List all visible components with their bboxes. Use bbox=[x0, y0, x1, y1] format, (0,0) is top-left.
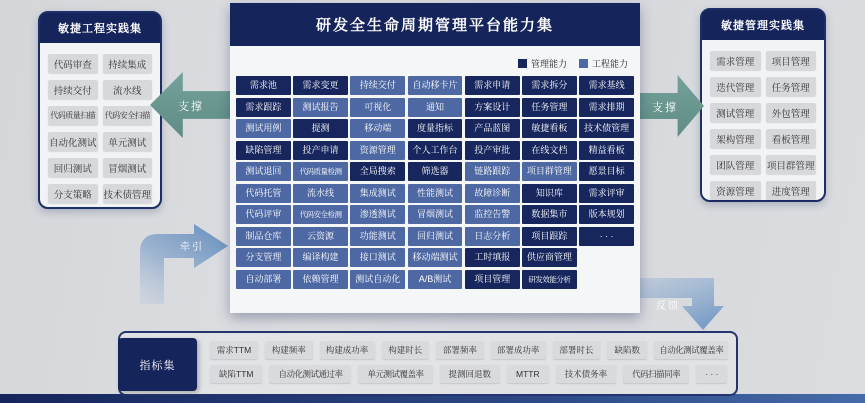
capability-cell: 投产申请 bbox=[293, 141, 348, 160]
capability-cell: 资源管理 bbox=[350, 141, 405, 160]
capability-row bbox=[236, 227, 634, 246]
metrics-row-1 bbox=[210, 341, 728, 359]
capability-cell: 通知 bbox=[408, 98, 463, 117]
practice-chip: 外包管理 bbox=[766, 103, 817, 122]
metric-chip: 提测回退数 bbox=[440, 365, 501, 383]
left-panel-items bbox=[40, 43, 160, 214]
capability-cell: 冒烟测试 bbox=[408, 205, 463, 224]
capability-grid bbox=[236, 76, 634, 289]
legend bbox=[518, 57, 628, 70]
practice-chip: 自动化测试 bbox=[48, 132, 98, 151]
capability-cell: 制品仓库 bbox=[236, 227, 291, 246]
capability-cell: 接口测试 bbox=[350, 248, 405, 267]
capability-cell: 提测 bbox=[293, 119, 348, 138]
practice-chip: 流水线 bbox=[103, 80, 153, 99]
capability-cell: 移动端 bbox=[350, 119, 405, 138]
support-arrow-left-label: 支撑 bbox=[178, 101, 204, 113]
capability-cell: 产品蓝图 bbox=[465, 119, 520, 138]
metric-chip: 缺陷TTM bbox=[210, 365, 262, 383]
capability-cell: 投产审批 bbox=[465, 141, 520, 160]
metric-chip: 构建频率 bbox=[265, 341, 313, 359]
capability-cell: 集成测试 bbox=[350, 184, 405, 203]
legend-label: 工程能力 bbox=[591, 59, 628, 69]
capability-cell: 项目群管理 bbox=[522, 162, 577, 181]
capability-row bbox=[236, 76, 634, 95]
practice-chip: 架构管理 bbox=[710, 129, 761, 148]
capability-cell: 需求跟踪 bbox=[236, 98, 291, 117]
capability-cell: 技术债管理 bbox=[579, 119, 634, 138]
capability-row bbox=[236, 248, 634, 267]
capability-row bbox=[236, 270, 634, 289]
capability-cell: 需求池 bbox=[236, 76, 291, 95]
practice-chip: 团队管理 bbox=[710, 155, 761, 174]
pull-arrow-label: 牵引 bbox=[180, 242, 204, 253]
capability-cell: 研发效能分析 bbox=[522, 270, 577, 289]
capability-cell: 渗透测试 bbox=[350, 205, 405, 224]
agile-engineering-practices-panel bbox=[38, 11, 162, 209]
legend-label: 管理能力 bbox=[530, 59, 567, 69]
capability-row bbox=[236, 184, 634, 203]
metric-chip: 代码扫描同率 bbox=[623, 365, 689, 383]
practice-chip: 代码质量扫描 bbox=[48, 106, 98, 125]
capability-cell: 在线文档 bbox=[522, 141, 577, 160]
capability-cell: 缺陷管理 bbox=[236, 141, 291, 160]
capability-cell: 代码安全检测 bbox=[293, 205, 348, 224]
capability-cell: 代码托管 bbox=[236, 184, 291, 203]
capability-cell: 依赖管理 bbox=[293, 270, 348, 289]
capability-cell: 度量指标 bbox=[408, 119, 463, 138]
capability-cell: · · · bbox=[579, 227, 634, 246]
practice-chip: 测试管理 bbox=[710, 103, 761, 122]
capability-row bbox=[236, 98, 634, 117]
practice-chip: 回归测试 bbox=[48, 158, 98, 177]
practice-chip: 分支策略 bbox=[48, 184, 98, 203]
capability-cell: 代码质量检测 bbox=[293, 162, 348, 181]
practice-chip: 项目群管理 bbox=[766, 155, 817, 174]
legend-swatch-icon bbox=[579, 59, 588, 68]
capability-cell: 需求排期 bbox=[579, 98, 634, 117]
platform-title: 研发全生命周期管理平台能力集 bbox=[230, 3, 640, 46]
platform-capability-panel bbox=[230, 3, 640, 313]
legend-swatch-icon bbox=[518, 59, 527, 68]
capability-cell: 全局搜索 bbox=[350, 162, 405, 181]
agile-management-practices-panel bbox=[700, 8, 826, 202]
legend-item bbox=[579, 57, 628, 70]
practice-chip: 看板管理 bbox=[766, 129, 817, 148]
capability-cell: 方案设计 bbox=[465, 98, 520, 117]
practice-chip: 资源管理 bbox=[710, 181, 761, 200]
feedback-arrow-label: 反馈 bbox=[656, 301, 680, 312]
capability-cell: 愿景目标 bbox=[579, 162, 634, 181]
metric-chip: 技术债务率 bbox=[556, 365, 617, 383]
capability-cell: 测试用例 bbox=[236, 119, 291, 138]
capability-cell: 流水线 bbox=[293, 184, 348, 203]
capability-cell: 测试报告 bbox=[293, 98, 348, 117]
capability-cell: 筛选器 bbox=[408, 162, 463, 181]
capability-row bbox=[236, 119, 634, 138]
capability-cell: 云资源 bbox=[293, 227, 348, 246]
practice-chip: 进度管理 bbox=[766, 181, 817, 200]
metrics-panel bbox=[118, 331, 738, 396]
capability-cell: 精益看板 bbox=[579, 141, 634, 160]
capability-row bbox=[236, 141, 634, 160]
capability-cell: 测试自动化 bbox=[350, 270, 405, 289]
capability-cell: 任务管理 bbox=[522, 98, 577, 117]
capability-cell: 性能测试 bbox=[408, 184, 463, 203]
capability-row bbox=[236, 162, 634, 181]
capability-cell: 敏捷看板 bbox=[522, 119, 577, 138]
capability-cell: 监控告警 bbox=[465, 205, 520, 224]
metric-chip: 自动化测试覆盖率 bbox=[654, 341, 728, 359]
capability-cell: 个人工作台 bbox=[408, 141, 463, 160]
metric-chip: · · · bbox=[696, 365, 727, 383]
capability-cell: 链路跟踪 bbox=[465, 162, 520, 181]
capability-cell: 自动移卡片 bbox=[408, 76, 463, 95]
capability-cell: 项目管理 bbox=[465, 270, 520, 289]
capability-cell: 需求基线 bbox=[579, 76, 634, 95]
practice-chip: 迭代管理 bbox=[710, 77, 761, 96]
metric-chip: 自动化测试通过率 bbox=[269, 365, 351, 383]
capability-cell: 编译构建 bbox=[293, 248, 348, 267]
metric-chip: 部署时长 bbox=[553, 341, 601, 359]
capability-cell: A/B测试 bbox=[408, 270, 463, 289]
capability-cell: 代码评审 bbox=[236, 205, 291, 224]
capability-cell: 可视化 bbox=[350, 98, 405, 117]
capability-cell: 日志分析 bbox=[465, 227, 520, 246]
legend-item bbox=[518, 57, 567, 70]
metrics-row-2 bbox=[210, 365, 728, 383]
capability-cell: 移动端测试 bbox=[408, 248, 463, 267]
metric-chip: 构建成功率 bbox=[320, 341, 375, 359]
capability-row bbox=[236, 205, 634, 224]
right-panel-items bbox=[702, 40, 824, 211]
capability-cell: 需求评审 bbox=[579, 184, 634, 203]
capability-cell: 需求申请 bbox=[465, 76, 520, 95]
capability-cell: 故障诊断 bbox=[465, 184, 520, 203]
metric-chip: 缺陷数 bbox=[607, 341, 647, 359]
capability-cell: 分支管理 bbox=[236, 248, 291, 267]
capability-cell: 回归测试 bbox=[408, 227, 463, 246]
practice-chip: 项目管理 bbox=[766, 51, 817, 70]
capability-cell: 工时填报 bbox=[465, 248, 520, 267]
support-arrow-right-label: 支撑 bbox=[652, 102, 678, 114]
capability-cell: 知识库 bbox=[522, 184, 577, 203]
practice-chip: 任务管理 bbox=[766, 77, 817, 96]
practice-chip: 冒烟测试 bbox=[103, 158, 153, 177]
capability-cell: 持续交付 bbox=[350, 76, 405, 95]
metric-chip: 需求TTM bbox=[210, 341, 258, 359]
metric-chip: 构建时长 bbox=[382, 341, 430, 359]
feedback-arrow-icon bbox=[636, 272, 726, 332]
capability-cell: 项目跟踪 bbox=[522, 227, 577, 246]
capability-cell: 功能测试 bbox=[350, 227, 405, 246]
metric-chip: MTTR bbox=[507, 365, 549, 383]
metric-chip: 部署频率 bbox=[436, 341, 484, 359]
practice-chip: 代码审查 bbox=[48, 54, 98, 73]
capability-cell: 数据集市 bbox=[522, 205, 577, 224]
practice-chip: 技术债管理 bbox=[103, 184, 153, 203]
practice-chip: 持续集成 bbox=[103, 54, 153, 73]
capability-cell: 自动部署 bbox=[236, 270, 291, 289]
metrics-title: 指标集 bbox=[118, 338, 197, 391]
practice-chip: 持续交付 bbox=[48, 80, 98, 99]
capability-cell: 需求拆分 bbox=[522, 76, 577, 95]
capability-cell: 版本规划 bbox=[579, 205, 634, 224]
practice-chip: 代码安全扫描 bbox=[103, 106, 153, 125]
pull-arrow-icon bbox=[132, 222, 230, 304]
left-panel-title: 敏捷工程实践集 bbox=[40, 13, 160, 43]
practice-chip: 需求管理 bbox=[710, 51, 761, 70]
metric-chip: 单元测试覆盖率 bbox=[358, 365, 432, 383]
capability-cell: 需求变更 bbox=[293, 76, 348, 95]
practice-chip: 单元测试 bbox=[103, 132, 153, 151]
capability-cell: 供应商管理 bbox=[522, 248, 577, 267]
metric-chip: 部署成功率 bbox=[491, 341, 546, 359]
capability-cell: 测试退回 bbox=[236, 162, 291, 181]
right-panel-title: 敏捷管理实践集 bbox=[702, 10, 824, 40]
